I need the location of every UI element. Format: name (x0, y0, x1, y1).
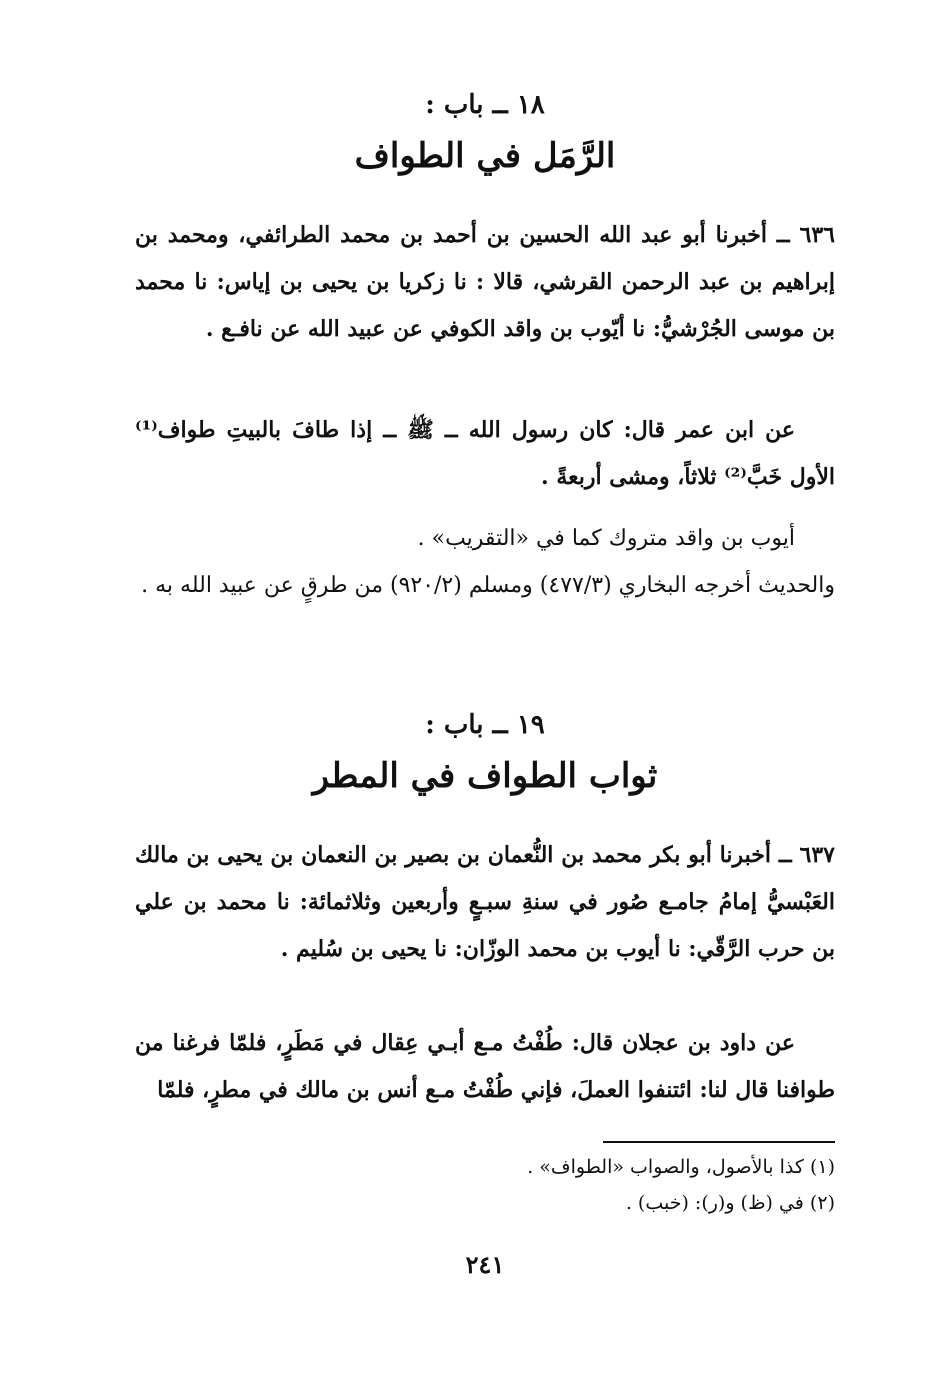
chapter-19-title: ثواب الطواف في المطر (312, 756, 658, 796)
footnote-separator (603, 1141, 835, 1143)
book-page (135, 0, 835, 1375)
page-number: ٢٤١ (465, 1250, 505, 1279)
footnote-1: (١) كذا بالأصول، والصواب «الطواف» . (527, 1156, 835, 1178)
chapter-18-title: الرَّمَل في الطواف (354, 136, 616, 176)
hadith-636-matn: عن ابن عمر قال: كان رسول الله ــ ﷺ ــ إذا طافَ بالبيتِ طواف⁽¹⁾ الأول خَبَّ⁽²⁾ ثلاثاً، ومشى أربعةً . (135, 417, 835, 490)
hadith-636-isnad: ٦٣٦ ــ أخبرنا أبو عبد الله الحسين بن أحمد بن محمد الطرائفي، ومحمد بن إبراهيم بن عبد الرحمن القرشي، قالا : نا زكريا بن يحيى بن إياس: نا محمد بن موسى الجُرْشيُّ: نا أيّوب بن واقد الكوفي عن عبيد الله عن نافـع . (135, 222, 835, 342)
footnote-2: (٢) في (ظ) و(ر): (خبب) . (625, 1192, 835, 1214)
hadith-637-isnad: ٦٣٧ ــ أخبرنا أبو بكر محمد بن النُّعمان بن بصير بن النعمان بن يحيى بن مالك العَبْسيُّ إمامُ جامـع صُور في سنةِ سبـعٍ وأربعين وثلاثمائة: نا محمد بن علي بن حرب الرَّقّي: نا أيوب بن محمد الوزّان: نا يحيى بن سُليم . (135, 842, 835, 962)
chapter-18-number: ١٨ ــ باب : (425, 90, 545, 120)
hadith-637-matn: عن داود بن عجلان قال: طُفْتُ مـع أبـي عِقال في مَطَرٍ، فلمّا فرغنا من طوافنا قال لنا: ائتنفوا العملَ، فإني طُفْتُ مـع أنس بن مالك في مطرٍ، فلمّا (135, 1030, 835, 1103)
hadith-636-takhrij: والحديث أخرجه البخاري (٤٧٧/٣) ومسلم (٩٢٠/٢) من طرقٍ عن عبيد الله به . (141, 573, 835, 598)
hadith-636-grading: أيوب بن واقد متروك كما في «التقريب» . (417, 526, 795, 551)
chapter-19-number: ١٩ ــ باب : (425, 710, 545, 740)
